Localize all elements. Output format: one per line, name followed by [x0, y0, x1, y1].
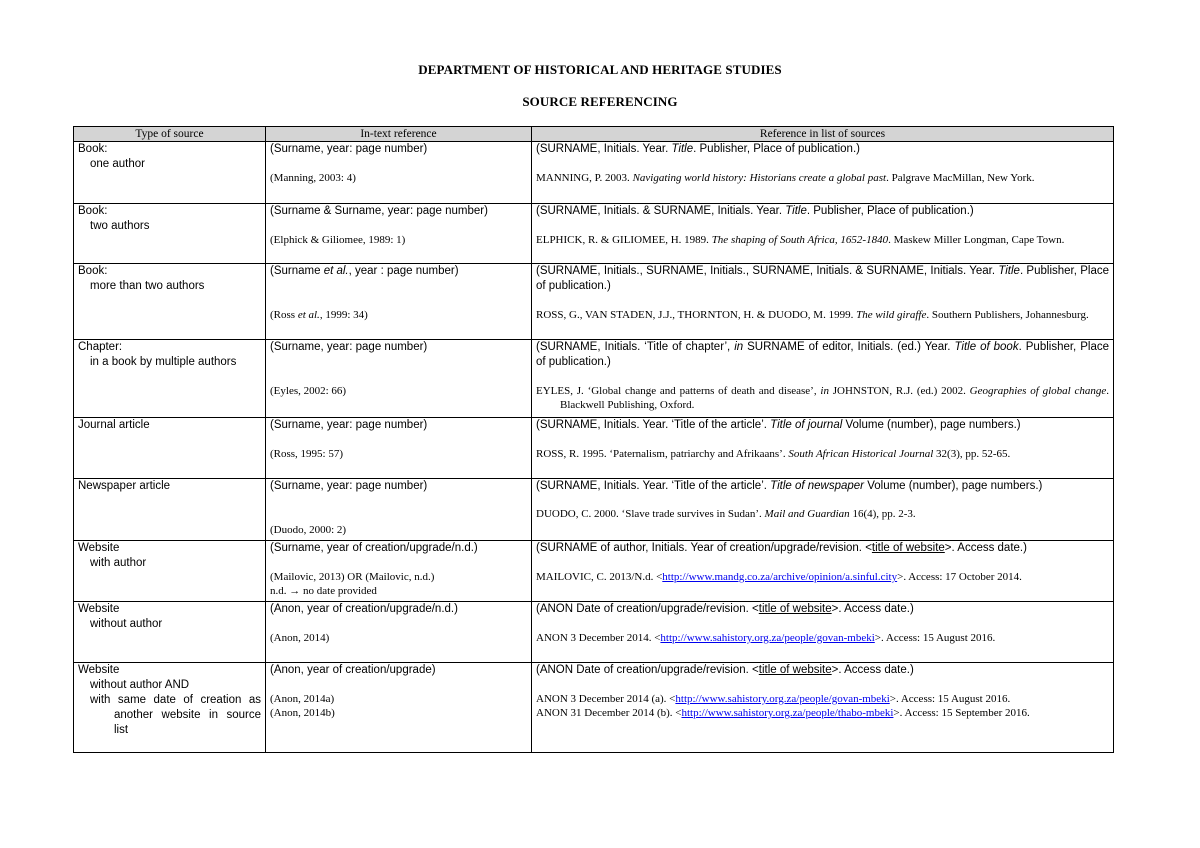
website-link[interactable]: http://www.sahistory.org.za/people/govan-mbeki: [660, 632, 875, 644]
list-reference-cell: (SURNAME of author, Initials. Year of creation/upgrade/revision. <title of website>. Access date.) MAILOVIC, C. 2013/N.d. <http://www.mandg.co.za/archive/opinion/a.sinful.city>. Access: 17 October 2014.: [532, 541, 1114, 602]
list-reference-cell: (SURNAME, Initials. Year. ‘Title of the article’. Title of journal Volume (number), page numbers.) ROSS, R. 1995. ‘Paternalism, patriarchy and Afrikaans’. South African Historical Journal 32(3), pp. 52-65.: [532, 418, 1114, 479]
table-row: [74, 541, 1114, 602]
source-type-cell: Chapter: in a book by multiple authors: [74, 340, 266, 418]
intext-cell: (Surname, year: page number) (Eyles, 2002: 66): [266, 340, 532, 418]
column-header-list: Reference in list of sources: [532, 127, 1114, 142]
website-link[interactable]: http://www.mandg.co.za/archive/opinion/a.sinful.city: [662, 571, 898, 583]
table-row: [74, 479, 1114, 541]
intext-cell: (Surname, year: page number) (Duodo, 2000: 2): [266, 479, 532, 541]
table-row: [74, 142, 1114, 204]
source-type-cell: Book: more than two authors: [74, 264, 266, 340]
list-reference-cell: (ANON Date of creation/upgrade/revision. <title of website>. Access date.) ANON 3 December 2014. <http://www.sahistory.org.za/people/govan-mbeki>. Access: 15 August 2016.: [532, 602, 1114, 663]
table-row: [74, 418, 1114, 479]
source-type-cell: Website without author: [74, 602, 266, 663]
intext-cell: (Surname, year: page number) (Ross, 1995: 57): [266, 418, 532, 479]
source-type-cell: Book: one author: [74, 142, 266, 204]
intext-cell: (Surname, year of creation/upgrade/n.d.) (Mailovic, 2013) OR (Mailovic, n.d.) n.d. → no date provided: [266, 541, 532, 602]
source-type-cell: Website without author AND with same date of creation as another website in source list: [74, 663, 266, 753]
website-link[interactable]: http://www.sahistory.org.za/people/thabo-mbeki: [681, 707, 894, 719]
intext-cell: (Anon, year of creation/upgrade) (Anon, 2014a) (Anon, 2014b): [266, 663, 532, 753]
list-reference-cell: (ANON Date of creation/upgrade/revision. <title of website>. Access date.) ANON 3 December 2014 (a). <http://www.sahistory.org.za/people/govan-mbeki>. Access: 15 August 2016. ANON 31 December 2014 (b). <http://www.sahistory.org.za/people/thabo-mbeki>. Access: 15 September 2016.: [532, 663, 1114, 753]
column-header-type: Type of source: [74, 127, 266, 142]
website-link[interactable]: http://www.sahistory.org.za/people/govan-mbeki: [675, 693, 890, 705]
list-reference-cell: (SURNAME, Initials. & SURNAME, Initials. Year. Title. Publisher, Place of publication.) ELPHICK, R. & GILIOMEE, H. 1989. The shaping of South Africa, 1652-1840. Maskew Miller Longman, Cape Town.: [532, 204, 1114, 264]
source-type-cell: Book: two authors: [74, 204, 266, 264]
table-row: [74, 602, 1114, 663]
intext-cell: (Anon, year of creation/upgrade/n.d.) (Anon, 2014): [266, 602, 532, 663]
department-title: DEPARTMENT OF HISTORICAL AND HERITAGE STUDIES: [418, 62, 782, 77]
list-reference-cell: (SURNAME, Initials. ‘Title of chapter’, in SURNAME of editor, Initials. (ed.) Year. Title of book. Publisher, Place of publication.) EYLES, J. ‘Global change and patterns of death and disease’, in JOHNSTON, R.J. (ed.) 2002. Geographies of global change. Blackwell Publishing, Oxford.: [532, 340, 1114, 418]
list-reference-cell: (SURNAME, Initials. Year. ‘Title of the article’. Title of newspaper Volume (number), page numbers.) DUODO, C. 2000. ‘Slave trade survives in Sudan’. Mail and Guardian 16(4), pp. 2-3.: [532, 479, 1114, 541]
intext-cell: (Surname & Surname, year: page number) (Elphick & Giliomee, 1989: 1): [266, 204, 532, 264]
referencing-table: [73, 126, 1114, 753]
table-header-row: [74, 127, 1114, 142]
page-subtitle: SOURCE REFERENCING: [522, 94, 678, 109]
source-type-cell: Newspaper article: [74, 479, 266, 541]
table-row: [74, 340, 1114, 418]
table-row: [74, 204, 1114, 264]
source-type-cell: Journal article: [74, 418, 266, 479]
table-row: [74, 264, 1114, 340]
column-header-intext: In-text reference: [266, 127, 532, 142]
list-reference-cell: (SURNAME, Initials., SURNAME, Initials., SURNAME, Initials. & SURNAME, Initials. Year. Title. Publisher, Place of publication.) ROSS, G., VAN STADEN, J.J., THORNTON, H. & DUODO, M. 1999. The wild giraffe. Southern Publishers, Johannesburg.: [532, 264, 1114, 340]
intext-cell: (Surname, year: page number) (Manning, 2003: 4): [266, 142, 532, 204]
list-reference-cell: (SURNAME, Initials. Year. Title. Publisher, Place of publication.) MANNING, P. 2003. Navigating world history: Historians create a global past. Palgrave MacMillan, New York.: [532, 142, 1114, 204]
nd-note: n.d. → no date provided: [270, 585, 377, 597]
table-row: [74, 663, 1114, 753]
intext-cell: (Surname et al., year : page number) (Ross et al., 1999: 34): [266, 264, 532, 340]
source-type-cell: Website with author: [74, 541, 266, 602]
